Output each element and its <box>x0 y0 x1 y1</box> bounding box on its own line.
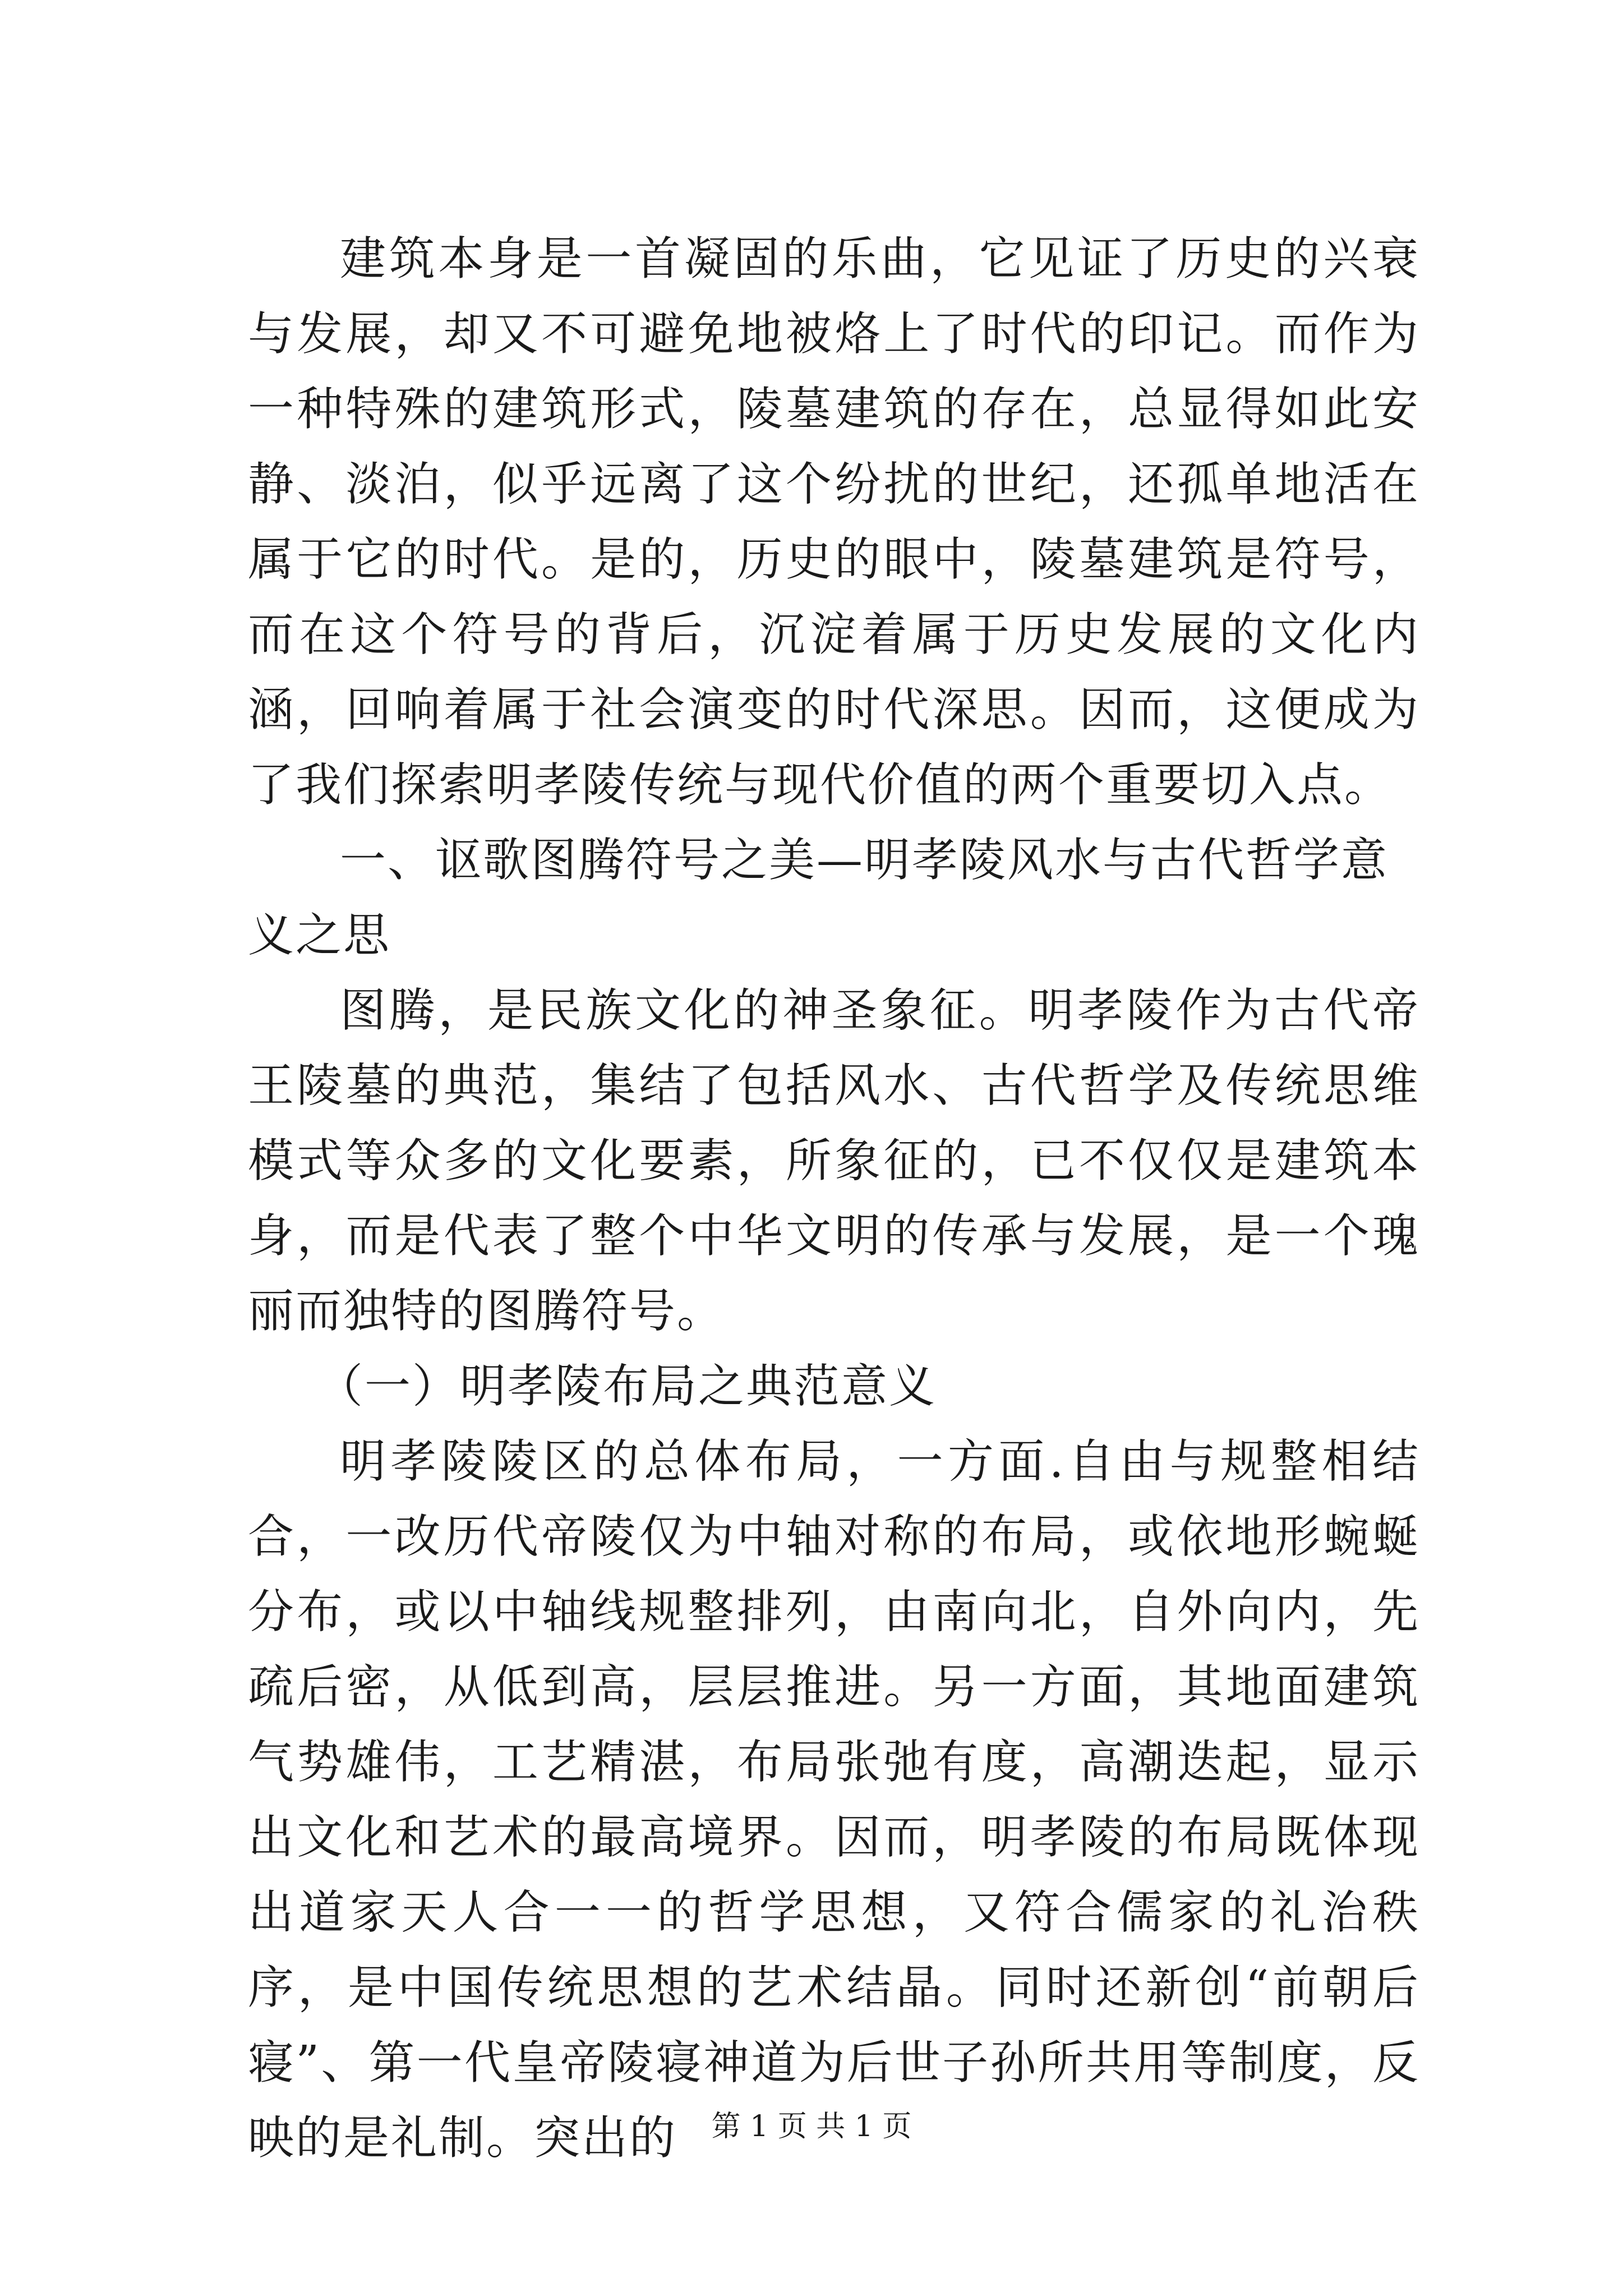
section-heading: 一、讴歌图腾符号之美—明孝陵风水与古代哲学意义之思 <box>248 834 1389 962</box>
document-body <box>248 222 1420 2176</box>
paragraph-totem: 图腾，是民族文化的神圣象征。明孝陵作为古代帝王陵墓的典范，集结了包括风水、古代哲学及传统思维模式等众多的文化要素，所象征的，已不仅仅是建筑本身，而是代表了整个中华文明的传承与发展，是一个瑰丽而独特的图腾符号。 <box>248 984 1420 1338</box>
paragraph-layout: 明孝陵陵区的总体布局，一方面.自由与规整相结合，一改历代帝陵仅为中轴对称的布局，或依地形蜿蜒分布，或以中轴线规整排列，由南向北，自外向内，先疏后密，从低到高，层层推进。另一方面，其地面建筑气势雄伟，工艺精湛，布局张弛有度，高潮迭起，显示出文化和艺术的最高境界。因而，明孝陵的布局既体现出道家天人合一一的哲学思想，又符合儒家的礼治秩序，是中国传统思想的艺术结晶。同时还新创“前朝后寝”、第一代皇帝陵寝神道为后世子孙所共用等制度，反映的是礼制。突出的 <box>248 1435 1420 2165</box>
subsection-heading: （一）明孝陵布局之典范意义 <box>317 1360 937 1413</box>
page-number-footer: 第 1 页 共 1 页 <box>711 2110 912 2143</box>
paragraph-intro: 建筑本身是一首凝固的乐曲，它见证了历史的兴衰与发展，却又不可避免地被烙上了时代的印记。而作为一种特殊的建筑形式，陵墓建筑的存在，总显得如此安静、淡泊，似乎远离了这个纷扰的世纪，还孤单地活在属于它的时代。是的，历史的眼中，陵墓建筑是符号，而在这个符号的背后，沉淀着属于历史发展的文化内涵，回响着属于社会演变的时代深思。因而，这便成为了我们探索明孝陵传统与现代价值的两个重要切入点。 <box>248 232 1420 812</box>
